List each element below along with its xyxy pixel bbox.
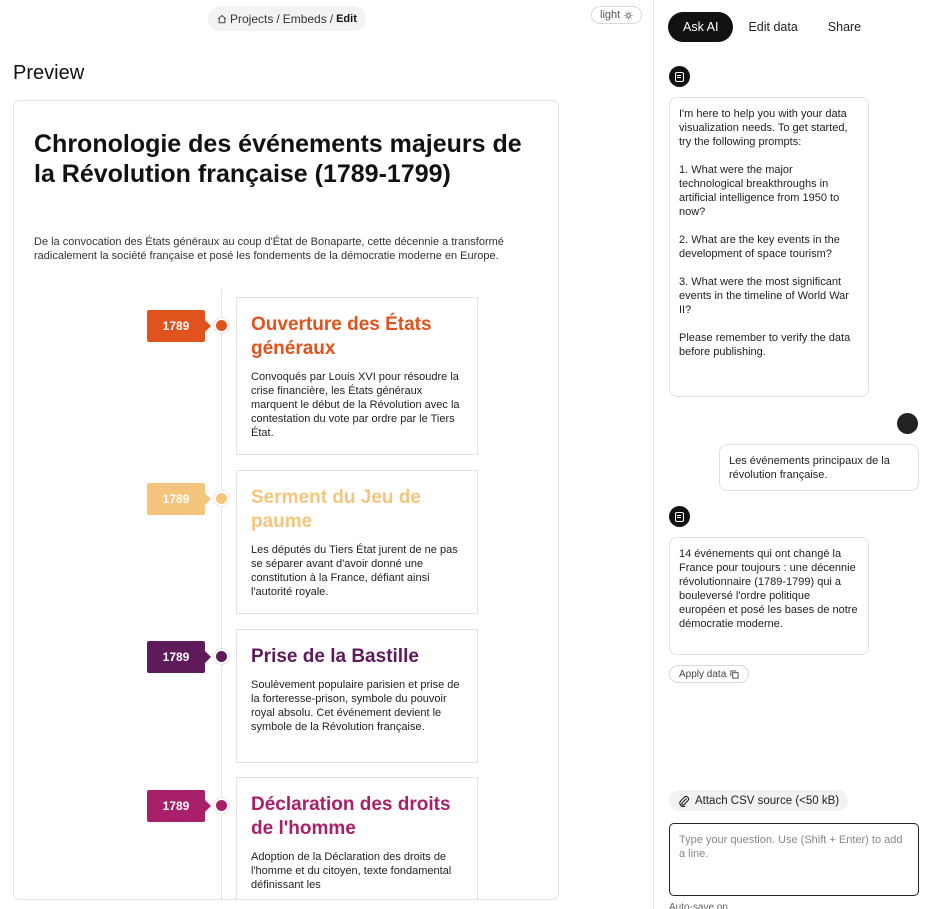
message-text: Les événements principaux de la révolution française.: [729, 455, 890, 481]
theme-label: light: [600, 9, 621, 21]
event-title: Serment du Jeu de paume: [251, 487, 421, 532]
chat-pane: [654, 0, 929, 909]
chat-tabs: [668, 12, 876, 42]
breadcrumb: [208, 6, 366, 31]
user-message: [719, 444, 919, 491]
attach-csv-button[interactable]: [669, 790, 848, 811]
tab-share[interactable]: Share: [827, 20, 862, 34]
event-description: Les députés du Tiers État jurent de ne pas se séparer avant d'avoir donné une constitution à la France, défiant ainsi l'autorité royale.: [251, 544, 458, 598]
event-title: Prise de la Bastille: [251, 646, 419, 667]
event-description: Convoqués par Louis XVI pour résoudre la crise financière, les États généraux marquent le début de la Révolution avec la contestation du vote par ordre par le Tiers État.: [251, 371, 460, 439]
home-icon[interactable]: [217, 14, 227, 24]
event-title: Déclaration des droits de l'homme: [251, 794, 451, 839]
timeline-title: Chronologie des événements majeurs de la Révolution française (1789-1799): [34, 130, 522, 188]
theme-toggle-button[interactable]: [591, 6, 642, 24]
timeline-dot: [214, 318, 229, 333]
event-card: [236, 777, 478, 900]
sun-icon: [624, 11, 633, 20]
event-title: Ouverture des États généraux: [251, 314, 432, 359]
breadcrumb-projects[interactable]: Projects: [230, 11, 274, 26]
question-input[interactable]: [669, 823, 919, 896]
message-text: I'm here to help you with your data visualization needs. To get started, try the following prompts: 1. What were the major technological breakthroughs in artificial intelligence from 1950 to now? 2. What are the key events in the development of space tourism? 3. What were the most significant events in the timeline of World War II? Please remember to verify the data before publishing.: [679, 108, 851, 358]
copy-icon: [730, 670, 739, 679]
assistant-avatar-icon: [669, 506, 690, 527]
timeline-description: De la convocation des États généraux au coup d'État de Bonaparte, cette décennie a transformé radicalement la société française et posé les fondements de la démocratie moderne en Europe.: [34, 236, 504, 262]
paperclip-icon: [678, 795, 690, 807]
breadcrumb-current: Edit: [336, 12, 357, 25]
user-avatar: [897, 413, 918, 434]
year-badge: 1789: [147, 310, 205, 342]
apply-data-label: Apply data: [679, 668, 727, 680]
preview-heading: Preview: [13, 62, 85, 84]
event-card: [236, 629, 478, 763]
assistant-message: [669, 97, 869, 397]
year-badge: 1789: [147, 641, 205, 673]
event-card: [236, 470, 478, 614]
tab-edit-data[interactable]: Edit data: [748, 20, 798, 34]
tab-ask-ai[interactable]: Ask AI: [668, 12, 733, 42]
timeline-dot: [214, 649, 229, 664]
timeline-preview-card: [13, 100, 559, 900]
assistant-message: [669, 537, 869, 655]
message-text: 14 événements qui ont changé la France pour toujours : une décennie révolutionnaire (1789-1799) qui a bouleversé l'ordre politique européen et posé les bases de notre démocratie moderne.: [679, 548, 858, 630]
breadcrumb-separator: /: [276, 11, 280, 26]
event-description: Adoption de la Déclaration des droits de l'homme et du citoyen, texte fondamental définissant les: [251, 851, 452, 891]
event-description: Soulèvement populaire parisien et prise de la forteresse-prison, symbole du pouvoir royal absolu. Cet événement devient le symbole de la Révolution française.: [251, 679, 460, 733]
breadcrumb-embeds[interactable]: Embeds: [282, 11, 327, 26]
attach-csv-label: Attach CSV source (<50 kB): [695, 794, 840, 807]
auto-save-status: Auto-save on: [669, 902, 728, 909]
event-card: [236, 297, 478, 455]
year-badge: 1789: [147, 790, 205, 822]
timeline-dot: [214, 491, 229, 506]
timeline-dot: [214, 798, 229, 813]
assistant-avatar-icon: [669, 66, 690, 87]
breadcrumb-separator: /: [329, 11, 334, 26]
year-badge: 1789: [147, 483, 205, 515]
apply-data-button[interactable]: [669, 665, 749, 683]
